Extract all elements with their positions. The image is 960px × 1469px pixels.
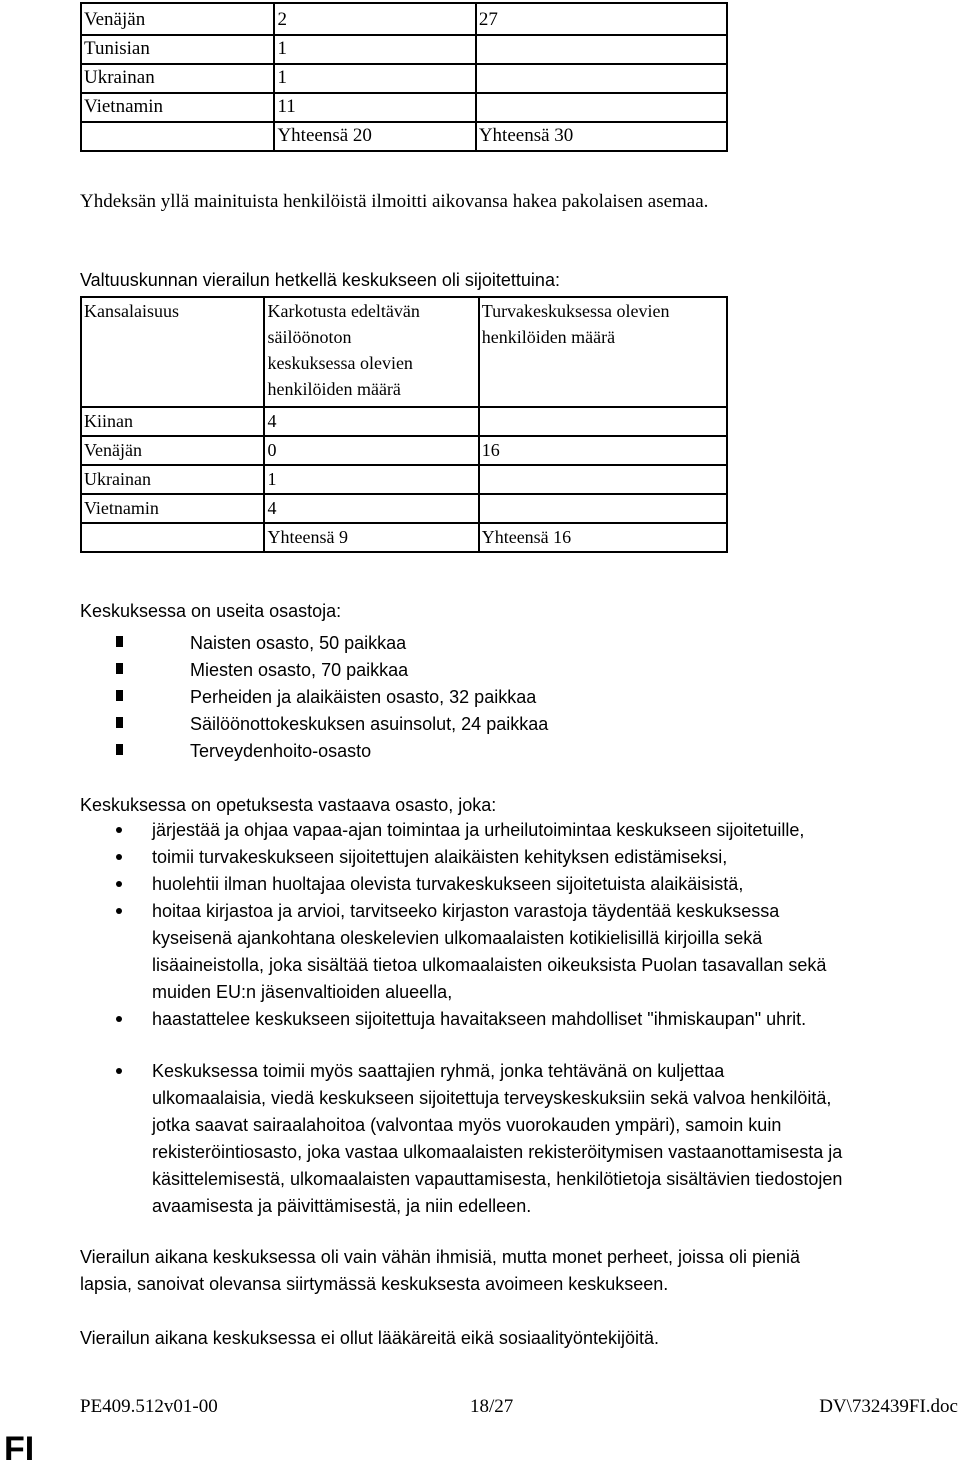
count-cell: 27 [476,3,727,35]
paragraph-line: jotka saavat sairaalahoitoa (valvontaa myös vuorokauden ympäri), samoin kuin [152,1115,782,1135]
table-row [81,436,727,465]
country-cell: Tunisian [81,35,274,64]
language-code: FI [4,1430,35,1468]
list-item-line: muiden EU:n jäsenvaltioiden alueella, [152,982,453,1002]
list-item: toimii turvakeskukseen sijoitettujen alaikäisten kehityksen edistämiseksi, [152,847,728,867]
count-cell: 4 [264,494,478,523]
list-item-line: hoitaa kirjastoa ja arvioi, tarvitseeko kirjaston varastoja täydentää keskuksessa [152,901,780,921]
country-cell: Kiinan [81,407,264,436]
paragraph-line: rekisteröintiosasto, joka vastaa ulkomaalaisten rekisteröitymisen vastaanottamisesta ja [152,1142,843,1162]
total-cell: Yhteensä 20 [274,122,475,151]
country-cell: Vietnamin [81,494,264,523]
count-cell [476,35,727,64]
count-cell [476,64,727,93]
list-item: Säilöönottokeskuksen asuinsolut, 24 paikkaa [190,714,549,734]
sections-intro: Keskuksessa on useita osastoja: [80,601,342,621]
count-cell: 11 [274,93,475,122]
paragraph-line: Keskuksessa toimii myös saattajien ryhmä, jonka tehtävänä on kuljettaa [152,1061,725,1081]
header-line: säilöönoton [267,327,352,347]
paragraph-line: Vierailun aikana keskuksessa ei ollut lääkäreitä eikä sosiaalityöntekijöitä. [80,1328,659,1348]
country-cell: Venäjän [81,3,274,35]
count-cell: 1 [274,35,475,64]
count-cell: 1 [264,465,478,494]
table-row [81,64,727,93]
count-cell: 16 [479,436,727,465]
table-arrivals [80,2,728,152]
count-cell: 2 [274,3,475,35]
bullet-icon [116,854,122,860]
list-item: järjestää ja ohjaa vapaa-ajan toimintaa ja urheilutoimintaa keskukseen sijoitetuille, [152,820,805,840]
footer-page-number: 18/27 [470,1396,514,1417]
count-cell: 1 [274,64,475,93]
square-bullet-icon [116,690,123,701]
count-cell [479,494,727,523]
table-row [81,93,727,122]
list-item: huolehtii ilman huoltajaa olevista turvakeskukseen sijoitetuista alaikäisistä, [152,874,744,894]
paragraph-line: lapsia, sanoivat olevansa siirtymässä keskuksesta avoimeen keskukseen. [80,1274,669,1294]
table-header-row [81,297,727,407]
empty-cell [81,122,274,151]
table-row [81,3,727,35]
count-cell [476,93,727,122]
header-line: Karkotusta edeltävän [267,301,420,321]
table-total-row [81,122,727,151]
table-row [81,407,727,436]
table2-caption: Valtuuskunnan vierailun hetkellä keskukseen oli sijoitettuina: [80,270,560,290]
list-item: Perheiden ja alaikäisten osasto, 32 paikkaa [190,687,537,707]
country-cell: Ukrainan [81,64,274,93]
table-row [81,494,727,523]
note-text: Yhdeksän yllä mainituista henkilöistä ilmoitti aikovansa hakea pakolaisen asemaa. [80,191,709,212]
header-line: keskuksessa olevien [267,353,413,373]
list-item: Miesten osasto, 70 paikkaa [190,660,409,680]
list-item-line: kyseisenä ajankohtana oleskelevien ulkomaalaisten kotikielisillä kirjoilla sekä [152,928,763,948]
square-bullet-icon [116,717,123,728]
table-row [81,465,727,494]
count-cell [479,465,727,494]
paragraph-line: käsittelemisestä, ulkomaalaisten vapauttamisesta, henkilötietoja sisältävien tiedostojen [152,1169,843,1189]
paragraph-line: avaamisesta ja päivittämisestä, ja niin edelleen. [152,1196,532,1216]
header-cell [479,297,727,407]
footer-doc-ref: PE409.512v01-00 [80,1396,218,1417]
square-bullet-icon [116,744,123,755]
bullet-icon [116,1016,122,1022]
square-bullet-icon [116,636,123,647]
country-cell: Venäjän [81,436,264,465]
bullet-icon [116,908,122,914]
header-cell [264,297,478,407]
paragraph-line: Vierailun aikana keskuksessa oli vain vähän ihmisiä, mutta monet perheet, joissa oli pieniä [80,1247,801,1267]
header-line: Turvakeskuksessa olevien [481,301,670,321]
list-item: Naisten osasto, 50 paikkaa [190,633,407,653]
square-bullet-icon [116,663,123,674]
empty-cell [81,523,264,552]
paragraph-line: ulkomaalaisia, viedä keskukseen sijoitettuja terveyskeskuksiin sekä valvoa henkilöitä, [152,1088,832,1108]
table-row [81,35,727,64]
header-line: henkilöiden määrä [267,379,401,399]
total-cell: Yhteensä 30 [476,122,727,151]
edu-intro: Keskuksessa on opetuksesta vastaava osasto, joka: [80,795,497,815]
header-cell: Kansalaisuus [81,297,264,407]
total-cell: Yhteensä 9 [264,523,478,552]
list-item: haastattelee keskukseen sijoitettuja havaitakseen mahdolliset "ihmiskaupan" uhrit. [152,1009,807,1029]
list-item-line: lisäaineistolla, joka sisältää tietoa ulkomaalaisten oikeuksista Puolan tasavallan sekä [152,955,827,975]
total-cell: Yhteensä 16 [479,523,727,552]
bullet-icon [116,1068,122,1074]
header-line: henkilöiden määrä [481,327,616,347]
footer-file-name: DV\732439FI.doc [819,1396,958,1417]
table-total-row [81,523,727,552]
bullet-icon [116,827,122,833]
list-item: Terveydenhoito-osasto [190,741,372,761]
country-cell: Vietnamin [81,93,274,122]
count-cell [479,407,727,436]
count-cell: 0 [264,436,478,465]
country-cell: Ukrainan [81,465,264,494]
count-cell: 4 [264,407,478,436]
table-placements [80,296,728,553]
bullet-icon [116,881,122,887]
